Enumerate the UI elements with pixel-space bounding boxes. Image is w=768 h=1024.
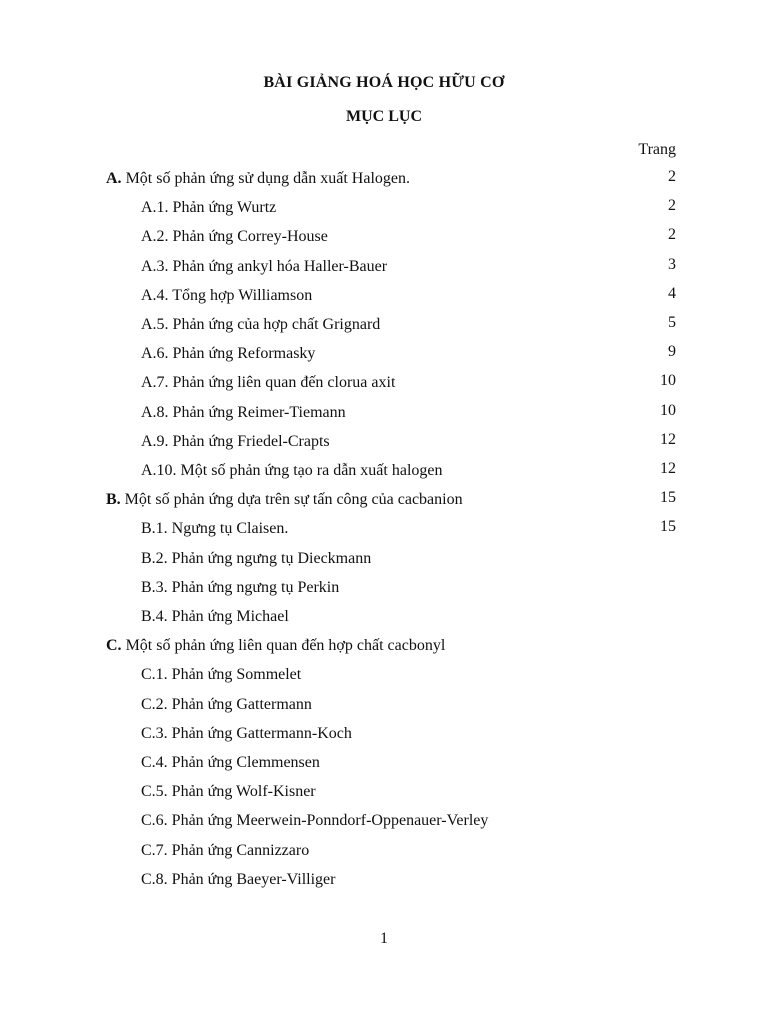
toc-subsection-entry: [0, 255, 768, 282]
toc-subsection-entry: [0, 284, 768, 311]
toc-entry-page: 10: [660, 372, 676, 390]
toc-entry-label: [141, 199, 276, 217]
toc-subsection-entry: [0, 550, 768, 574]
toc-entry-label: [141, 608, 289, 626]
toc-entry-page: 5: [668, 314, 676, 331]
toc-section-letter: C.: [106, 637, 122, 655]
toc-entry-label: [141, 228, 328, 246]
toc-section-entry: [0, 170, 768, 194]
toc-entry-page: 2: [668, 197, 676, 215]
toc-entry-text: C.6. Phản ứng Meerwein-Ponndorf-Oppenauer-Verley: [141, 812, 489, 830]
toc-entry-text: C.3. Phản ứng Gattermann-Koch: [141, 724, 352, 742]
toc-entry-text: A.10. Một số phản ứng tạo ra dẫn xuất halogen: [141, 462, 443, 479]
toc-entry-text: A.5. Phản ứng của hợp chất Grignard: [141, 316, 381, 333]
toc-subsection-entry: [0, 725, 768, 749]
toc-entry-text: A.9. Phản ứng Friedel-Crapts: [141, 432, 330, 450]
toc-entry-page: 2: [668, 168, 676, 185]
toc-entry-label: [141, 754, 320, 772]
toc-section-entry: [0, 491, 768, 515]
toc-entry-page: 15: [660, 518, 676, 536]
toc-section-letter: B.: [106, 491, 121, 509]
toc-entry-text: C.4. Phản ứng Clemmensen: [141, 754, 320, 771]
toc-entry-text: A.3. Phản ứng ankyl hóa Haller-Bauer: [141, 257, 388, 275]
toc-entry-label: [106, 637, 445, 655]
toc-entry-label: [141, 374, 395, 392]
toc-entry-page: 4: [668, 284, 676, 302]
toc-entry-text: A.8. Phản ứng Reimer-Tiemann: [141, 403, 346, 421]
toc-entry-text: C.8. Phản ứng Baeyer-Villiger: [141, 870, 336, 888]
toc-entry-text: Một số phản ứng sử dụng dẫn xuất Halogen.: [121, 170, 410, 187]
toc-subsection-entry: [0, 666, 768, 690]
toc-entry-page: 12: [660, 460, 676, 477]
toc-entry-text: A.6. Phản ứng Reformasky: [141, 345, 316, 363]
toc-entry-text: B.2. Phản ứng ngưng tụ Dieckmann: [141, 549, 372, 567]
toc-entry-text: C.2. Phản ứng Gattermann: [141, 695, 312, 713]
toc-entry-label: [141, 696, 312, 714]
toc-entry-text: C.7. Phản ứng Cannizzaro: [141, 841, 310, 859]
toc-entry-label: [141, 258, 387, 276]
toc-subsection-entry: [0, 462, 768, 486]
toc-entry-label: [141, 287, 312, 305]
toc-entry-page: 12: [660, 430, 676, 448]
toc-entry-label: [141, 579, 339, 597]
toc-subsection-entry: [0, 842, 768, 866]
toc-entry-label: [141, 550, 371, 568]
toc-entry-label: [141, 842, 309, 860]
toc-entry-text: Một số phản ứng dựa trên sự tấn công của cacbanion: [120, 491, 463, 509]
toc-entry-text: Một số phản ứng liên quan đến hợp chất cacbonyl: [121, 637, 446, 655]
toc-entry-page: 2: [668, 226, 676, 244]
toc-subsection-entry: [0, 228, 768, 252]
toc-entry-label: [141, 520, 288, 538]
toc-entry-text: B.4. Phản ứng Michael: [141, 608, 289, 625]
toc-entry-page: 10: [660, 401, 676, 419]
toc-heading: MỤC LỤC: [346, 108, 422, 125]
toc-subsection-entry: [0, 754, 768, 778]
toc-entry-text: A.4. Tổng hợp Williamson: [141, 286, 313, 304]
toc-section-entry: [0, 637, 768, 661]
toc-entry-text: B.1. Ngưng tụ Claisen.: [141, 520, 289, 538]
toc-subsection-entry: [0, 374, 768, 398]
toc-subsection-entry: [0, 316, 768, 340]
toc-subsection-entry: [0, 579, 768, 603]
toc-entry-label: [141, 666, 301, 684]
toc-subsection-entry: [0, 430, 768, 457]
toc-section-letter: A.: [106, 170, 122, 187]
toc-subsection-entry: [0, 345, 768, 369]
toc-entry-label: [141, 871, 335, 889]
page-number: 1: [380, 930, 388, 947]
toc-entry-label: [141, 812, 488, 830]
toc-entry-text: A.7. Phản ứng liên quan đến clorua axit: [141, 374, 396, 392]
toc-entry-text: B.3. Phản ứng ngưng tụ Perkin: [141, 578, 340, 596]
toc-entry-label: [141, 316, 380, 334]
toc-entry-text: A.1. Phản ứng Wurtz: [141, 199, 277, 217]
toc-subsection-entry: [0, 812, 768, 836]
page-column-label: Trang: [638, 141, 676, 158]
toc-entry-label: [141, 345, 315, 363]
toc-entry-page: 15: [660, 489, 676, 507]
document-title: BÀI GIẢNG HOÁ HỌC HỮU CƠ: [263, 74, 505, 91]
toc-entry-label: [141, 433, 330, 451]
toc-entry-text: C.1. Phản ứng Sommelet: [141, 666, 302, 684]
toc-entry-label: [106, 170, 410, 188]
toc-entry-label: [141, 404, 346, 422]
toc-subsection-entry: [0, 401, 768, 428]
toc-subsection-entry: [0, 783, 768, 807]
toc-entry-page: 9: [668, 343, 676, 361]
toc-subsection-entry: [0, 520, 768, 544]
toc-entry-label: [141, 462, 443, 480]
toc-entry-label: [141, 725, 352, 743]
toc-entry-label: [106, 491, 463, 509]
toc-subsection-entry: [0, 871, 768, 895]
toc-subsection-entry: [0, 608, 768, 632]
toc-entry-label: [141, 783, 316, 801]
toc-subsection-entry: [0, 199, 768, 223]
toc-subsection-entry: [0, 696, 768, 720]
toc-entry-page: 3: [668, 255, 676, 273]
toc-entry-text: C.5. Phản ứng Wolf-Kisner: [141, 783, 316, 801]
toc-entry-text: A.2. Phản ứng Correy-House: [141, 228, 328, 246]
